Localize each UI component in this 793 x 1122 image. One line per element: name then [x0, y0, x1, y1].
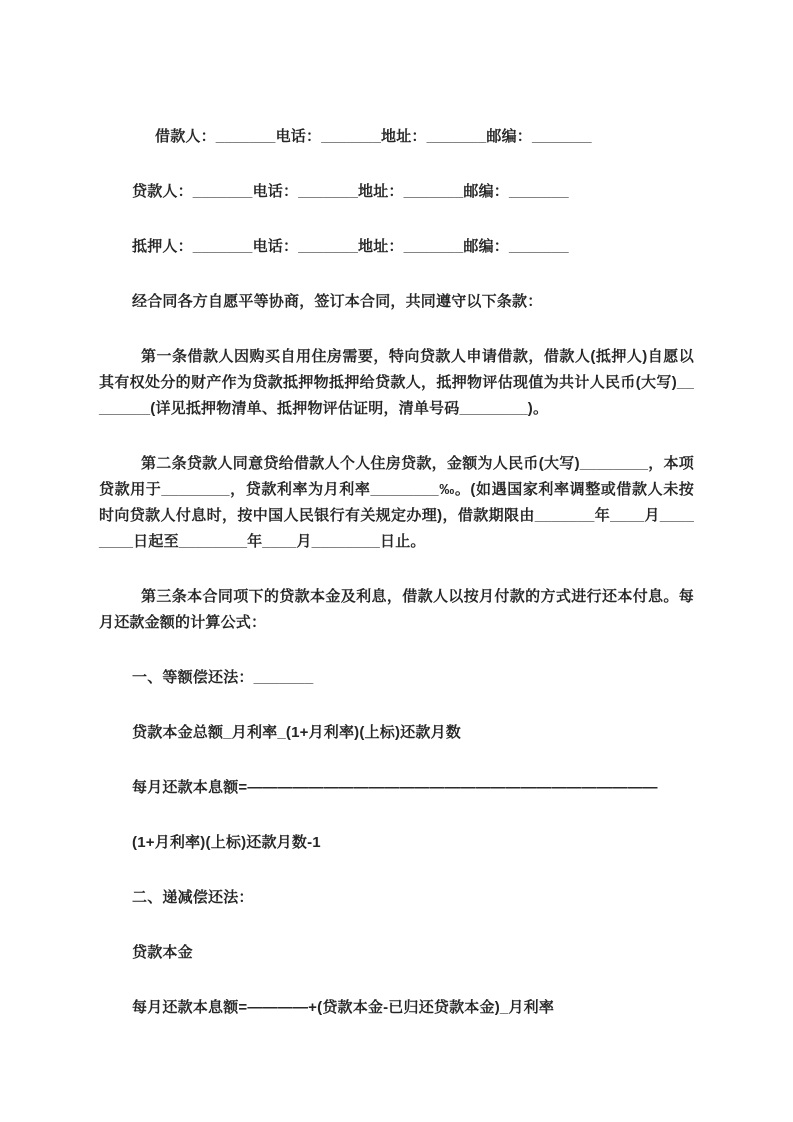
preamble: 经合同各方自愿平等协商，签订本合同，共同遵守以下条款： [132, 293, 543, 310]
formula-1-fraction-line: 每月还款本息额=——————————————————————————— [132, 779, 658, 796]
article-1: 第一条借款人因购买自用住房需要，特向贷款人申请借款，借款人(抵押人)自愿以其有权处分的财产作为贷款抵押物抵押给贷款人，抵押物评估现值为共计人民币(大写)________(详见抵押物清单、抵押物评估证明，清单号码________)。 [99, 348, 694, 417]
article-3: 第三条本合同项下的贷款本金及利息，借款人以按月付款的方式进行还本付息。每月还款金额的计算公式： [99, 588, 694, 631]
lender-contact-line: 贷款人：_______电话：_______地址：_______邮编：_______ [132, 183, 569, 200]
formula-2-numerator: 贷款本金 [132, 944, 193, 961]
article-2: 第二条贷款人同意贷给借款人个人住房贷款，金额为人民币(大写)________，本项贷款用于________，贷款利率为月利率________‰。(如遇国家利率调整或借款人未按时向贷款人付息时，按中国人民银行有关规定办理)，借款期限由_______年____月________日起至________年____月________日止。 [99, 455, 694, 550]
formula-2-line: 每月还款本息额=————+(贷款本金-已归还贷款本金)_月利率 [132, 999, 555, 1016]
borrower-contact-line: 借款人：_______电话：_______地址：_______邮编：_______ [155, 128, 592, 145]
formula-1-numerator: 贷款本金总额_月利率_(1+月利率)(上标)还款月数 [132, 724, 461, 741]
mortgagor-contact-line: 抵押人：_______电话：_______地址：_______邮编：_______ [132, 238, 569, 255]
formula-1-denominator: (1+月利率)(上标)还款月数-1 [132, 834, 321, 851]
method-1-heading: 一、等额偿还法：_______ [132, 669, 314, 686]
method-2-heading: 二、递减偿还法： [132, 889, 254, 906]
